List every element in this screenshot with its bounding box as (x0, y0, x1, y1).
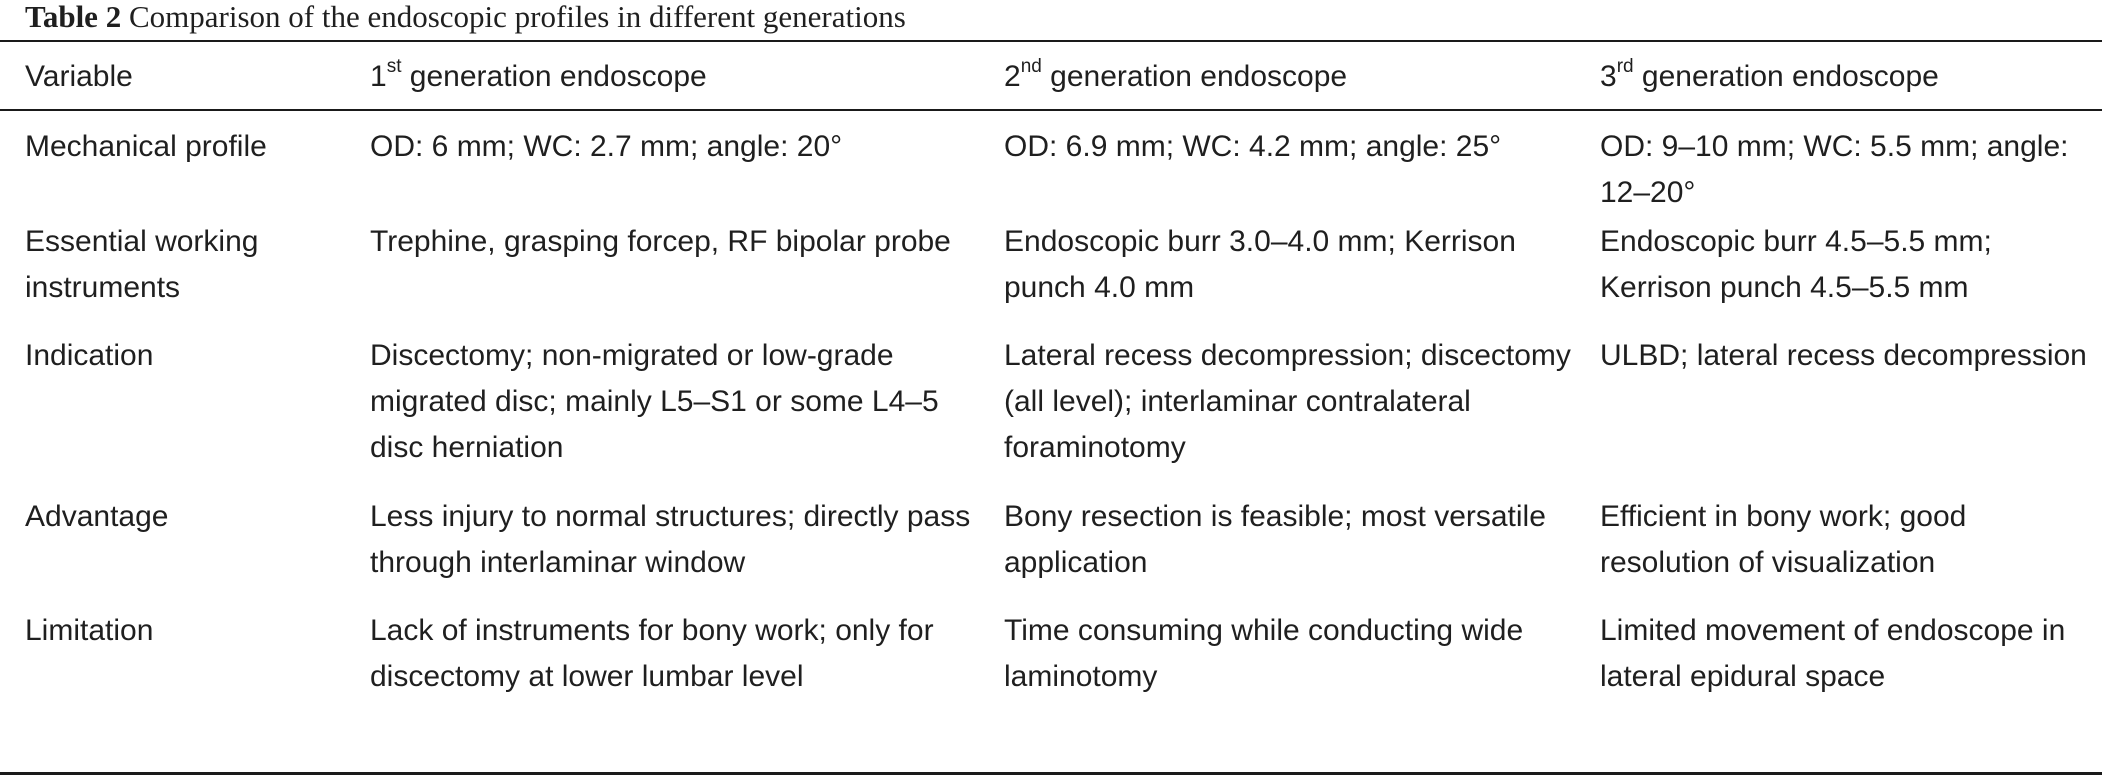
cell-gen1: Less injury to normal structures; directly pass through interlaminar window (370, 500, 971, 579)
table-row-essential-working-instruments (0, 216, 2102, 330)
comparison-table (0, 42, 2102, 766)
cell-gen1: Discectomy; non-migrated or low-grade migrated disc; mainly L5–S1 or some L4–5 disc herniation (370, 339, 939, 464)
cell-gen2: OD: 6.9 mm; WC: 4.2 mm; angle: 25° (1004, 130, 1502, 163)
cell-gen1: Trephine, grasping forcep, RF bipolar probe (370, 225, 951, 258)
cell-gen2: Endoscopic burr 3.0–4.0 mm; Kerrison punch 4.0 mm (1004, 225, 1516, 304)
cell-gen3: Efficient in bony work; good resolution of visualization (1600, 500, 1967, 579)
table-caption-title: Comparison of the endoscopic profiles in different generations (128, 0, 906, 34)
table-row-limitation (0, 605, 2102, 766)
cell-gen3: OD: 9–10 mm; WC: 5.5 mm; angle: 12–20° (1600, 130, 2069, 209)
cell-gen3: Endoscopic burr 4.5–5.5 mm; Kerrison punch 4.5–5.5 mm (1600, 225, 1992, 304)
table-row-advantage (0, 491, 2102, 605)
column-header-gen1: 1st generation endoscope (370, 56, 707, 93)
column-header-gen2: 2nd generation endoscope (1004, 56, 1348, 93)
row-label: Essential working instruments (25, 225, 259, 304)
cell-gen1: Lack of instruments for bony work; only for discectomy at lower lumbar level (370, 614, 934, 693)
cell-gen2: Bony resection is feasible; most versatile application (1004, 500, 1546, 579)
row-label: Limitation (25, 614, 154, 647)
column-header-gen3: 3rd generation endoscope (1600, 56, 1939, 93)
table-caption-label: Table 2 (25, 0, 122, 34)
row-label: Indication (25, 339, 154, 372)
cell-gen2: Lateral recess decompression; discectomy (all level); interlaminar contralateral foraminotomy (1004, 339, 1571, 464)
table-row-mechanical-profile (0, 109, 2102, 216)
cell-gen1: OD: 6 mm; WC: 2.7 mm; angle: 20° (370, 130, 843, 163)
column-header-variable: Variable (25, 60, 133, 93)
cell-gen3: Limited movement of endoscope in lateral epidural space (1600, 614, 2066, 693)
table-bottom-rule (0, 772, 2102, 775)
row-label: Advantage (25, 500, 169, 533)
table-header-row (0, 42, 2102, 109)
row-label: Mechanical profile (25, 130, 267, 163)
table-caption (25, 0, 906, 40)
cell-gen3: ULBD; lateral recess decompression (1600, 339, 2087, 372)
cell-gen2: Time consuming while conducting wide laminotomy (1004, 614, 1524, 693)
table-row-indication (0, 330, 2102, 491)
